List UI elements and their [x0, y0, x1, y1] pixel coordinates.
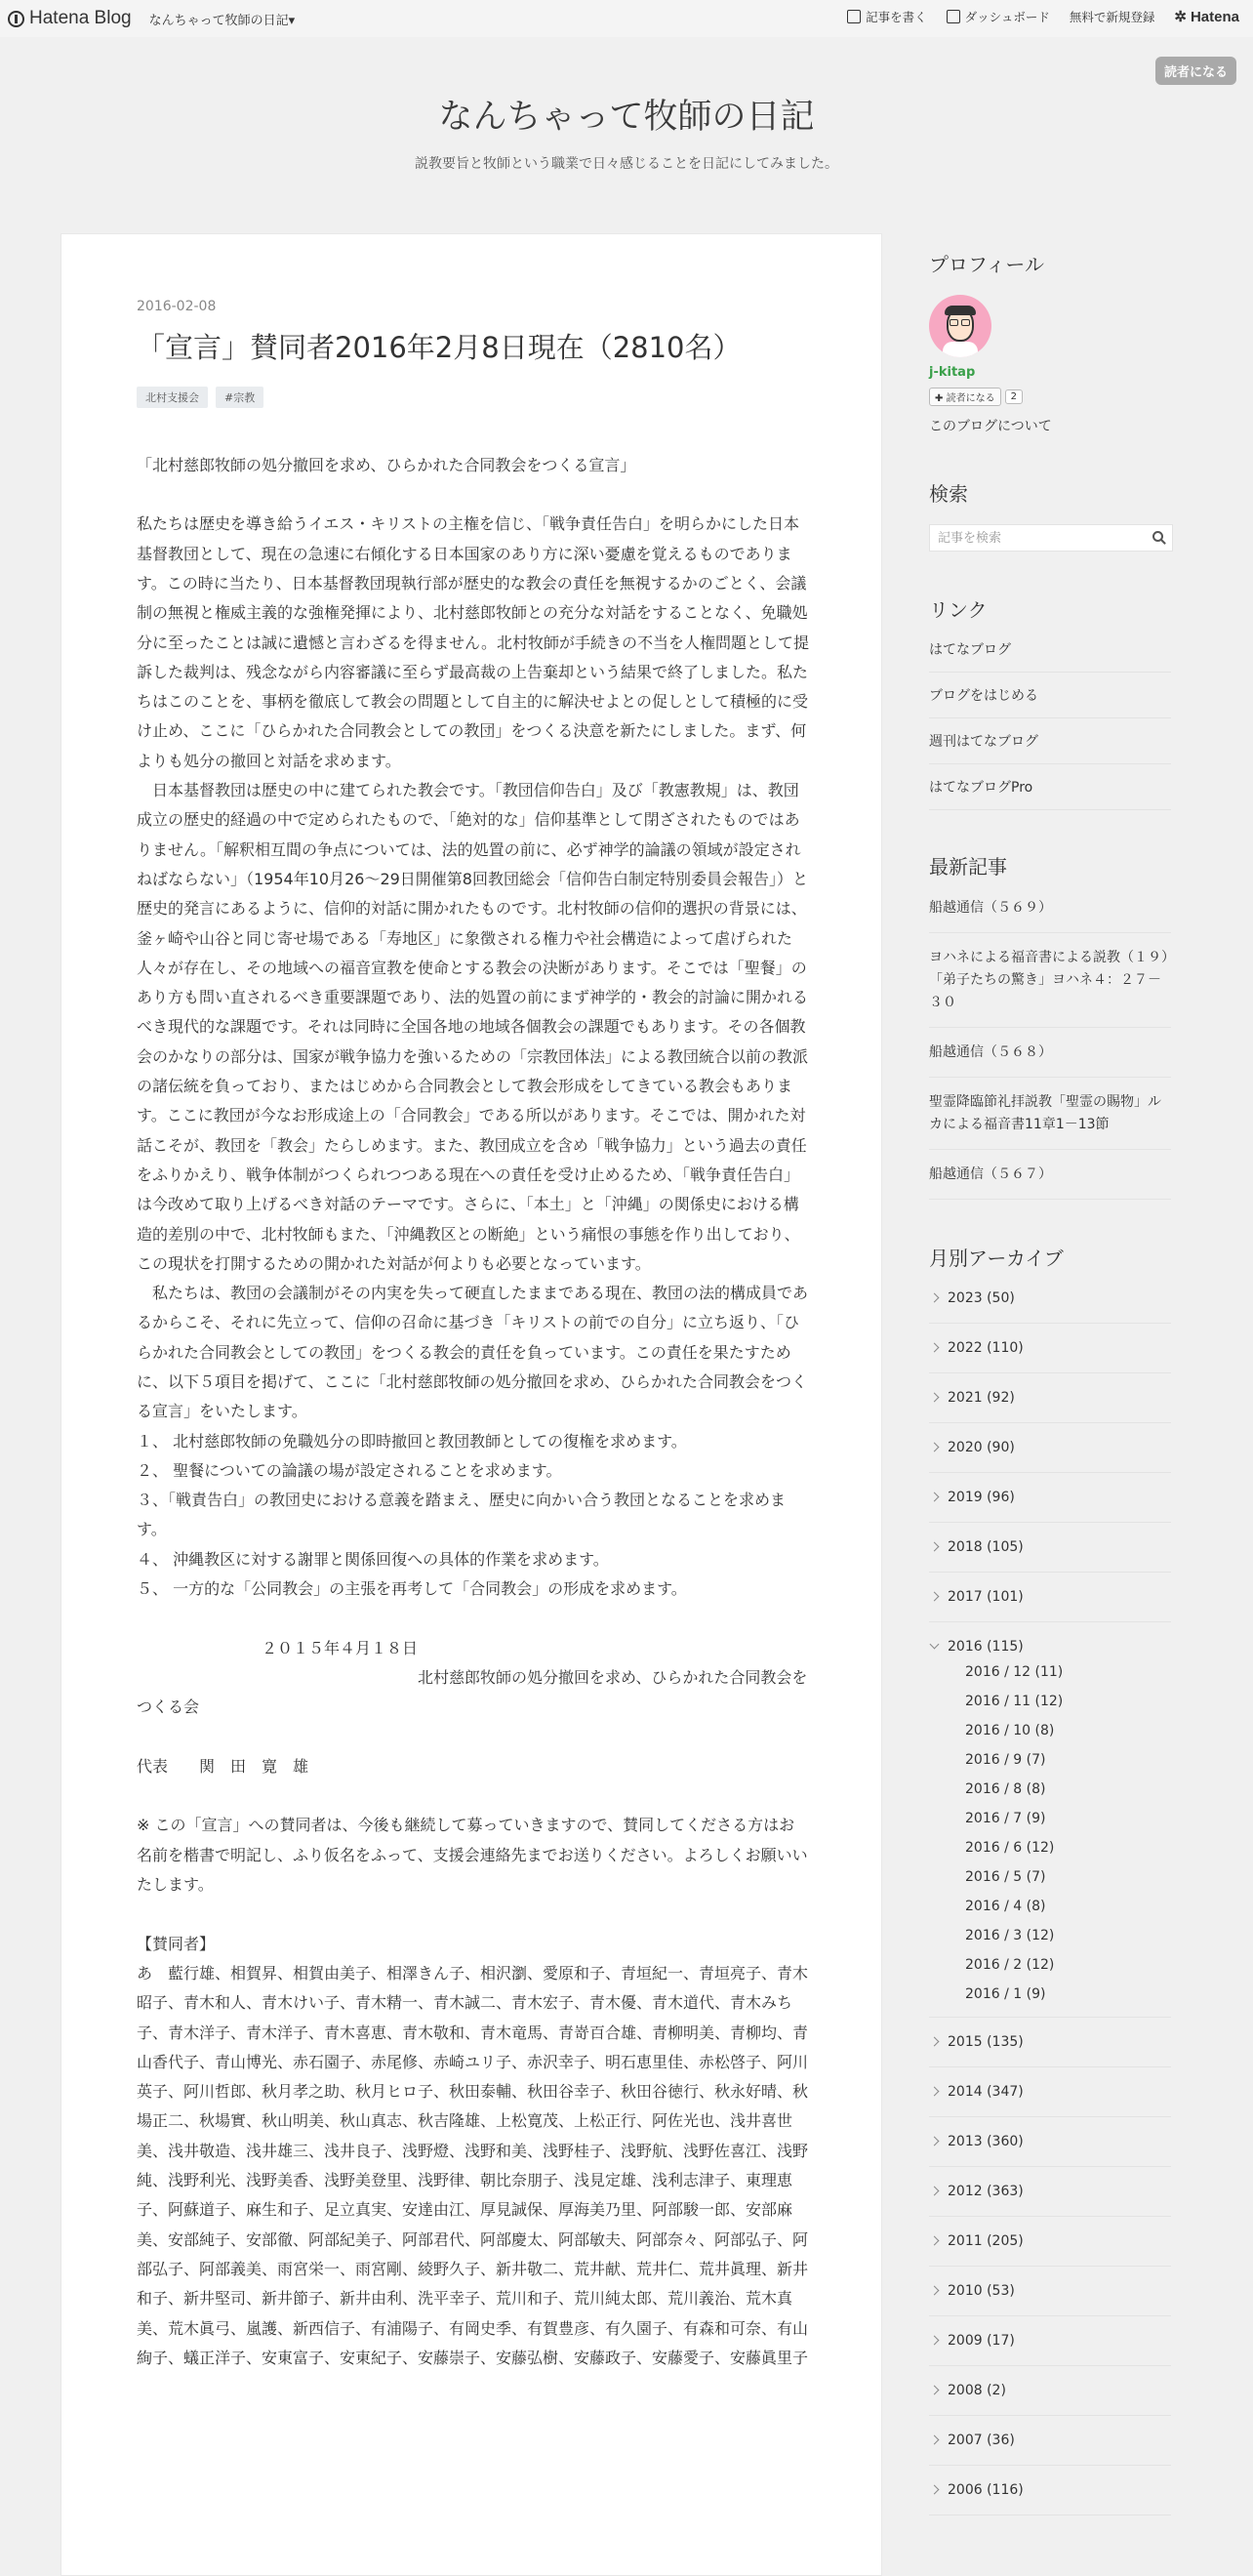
links-module: [929, 594, 1171, 810]
archive-year[interactable]: [929, 1324, 1171, 1373]
sidebar-link[interactable]: ブログをはじめる: [929, 673, 1171, 718]
archive-month-link[interactable]: 2016 / 5 (7): [965, 1869, 1046, 1885]
archive-year[interactable]: [929, 1373, 1171, 1423]
archive-year-label: 2018 (105): [948, 1539, 1024, 1555]
profile-title: プロフィール: [929, 253, 1044, 276]
sidebar-link[interactable]: はてなブログ: [929, 627, 1171, 673]
article-paragraph: ３、「戦責告白」の教団史における意義を踏まえ、歴史に向かい合う教団となることを求めます。: [137, 1491, 786, 1539]
chevron-right-icon[interactable]: [930, 2286, 940, 2296]
archive-year[interactable]: [929, 2167, 1171, 2217]
chevron-right-icon[interactable]: [930, 1492, 940, 1502]
archive-list: [929, 1274, 1171, 2515]
hatena-brand-label: Hatena: [1190, 8, 1239, 25]
subscribe-button[interactable]: 読者になる: [1155, 57, 1236, 85]
blank-line: [137, 1723, 810, 1752]
archive-months: [929, 1657, 1171, 2018]
follow-button-label: 読者になる: [946, 393, 995, 404]
archive-month-link[interactable]: 2016 / 11 (12): [965, 1694, 1064, 1709]
sidebar-link[interactable]: 週刊はてなブログ: [929, 718, 1171, 764]
article-date[interactable]: 2016-02-08: [137, 299, 217, 314]
sidebar-link[interactable]: はてなブログPro: [929, 764, 1171, 810]
archive-year[interactable]: [929, 1622, 1171, 1671]
article-paragraph: 代表 関 田 寛 雄: [137, 1756, 309, 1776]
archive-year-label: 2006 (116): [948, 2482, 1024, 2498]
links-title: リンク: [929, 598, 988, 622]
article-paragraph: ※ この「宣言」への賛同者は、今後も継続して募っていきますので、賛同してくださる方はお名前を楷書で明記し、ふり仮名をふって、支援会連絡先までお送りください。よろしくお願いいたします。: [137, 1816, 808, 1895]
sidebar: [929, 249, 1171, 2515]
article-paragraph: 北村慈郎牧師の処分撤回を求め、ひらかれた合同教会をつくる会: [137, 1667, 808, 1717]
follow-row: [929, 388, 1171, 406]
chevron-right-icon[interactable]: [930, 2336, 940, 2346]
archive-year-label: 2009 (17): [948, 2333, 1015, 2349]
article-title[interactable]: 「宣言」賛同者2016年2月8日現在（2810名）: [137, 331, 742, 364]
chevron-right-icon[interactable]: [930, 2435, 940, 2445]
chevron-right-icon[interactable]: [930, 2485, 940, 2495]
archive-year-label: 2017 (101): [948, 1589, 1024, 1605]
blank-line: [137, 480, 810, 510]
archive-module: [929, 1243, 1171, 2515]
recent-entry-link[interactable]: 船越通信（５６９）: [929, 883, 1171, 933]
article-paragraph: 私たちは、教団の会議制がその内実を失って硬直したままである現在、教団の法的構成員であるからこそ、それに先立って、信仰の召命に基づき「キリストの前での自分」に立ち返り、「ひらかれた合同教会としての教団」をつくる教会的責任を負っています。この責任を果たすために、以下５項目を掲げて、ここに「北村慈郎牧師の処分撤回を求め、ひらかれた合同教会をつくる宣言」をいたします。: [137, 1284, 809, 1421]
avatar-body-shape: [943, 342, 978, 357]
category-tag[interactable]: #宗教: [216, 387, 263, 408]
archive-year[interactable]: [929, 1423, 1171, 1473]
follower-count[interactable]: 2: [1005, 389, 1023, 404]
article-paragraph: 私たちは歴史を導き給うイエス・キリストの主権を信じ、「戦争責任告白」を明らかにした日本基督教団として、現在の急速に右傾化する日本国家のあり方に深い憂慮を覚えるものであります。この時に当たり、日本基督教団現執行部が歴史的な教会の責任を無視するかのごとく、会議制の無視と権威主義的な強権発揮により、北村慈郎牧師との充分な対話をすることなく、免職処分に至ったことは誠に遺憾と言わざるを得ません。北村牧師が手続きの不当を人権問題として提訴した裁判は、残念ながら内容審議に至らず最高裁の上告棄却という結果で終了しました。私たちはこのことを、事柄を徹底して教会の問題として自主的に解決せよとの促しとして積極的に受け止め、ここに「ひらかれた合同教会としての教団」をつくる決意を新たにしました。まず、何よりも処分の撤回と対話を求めます。: [137, 514, 809, 770]
archive-year-label: 2016 (115): [948, 1639, 1024, 1655]
recent-entry-link[interactable]: 船越通信（５６８）: [929, 1028, 1171, 1078]
archive-year[interactable]: [929, 2316, 1171, 2366]
article-paragraph: ４、 沖縄教区に対する謝罪と関係回復への具体的作業を求めます。: [137, 1549, 609, 1569]
dashboard-icon: [947, 10, 960, 23]
dashboard-label: ダッシュボード: [964, 10, 1050, 24]
hatena-star-icon: ✲: [1174, 9, 1187, 25]
search-title: 検索: [929, 482, 968, 506]
article-paragraph: １、 北村慈郎牧師の免職処分の即時撤回と教団教師としての復権を求めます。: [137, 1431, 687, 1451]
about-blog-link[interactable]: このブログについて: [929, 419, 1052, 434]
blank-line: [137, 1781, 810, 1811]
chevron-right-icon[interactable]: [930, 2236, 940, 2246]
avatar-glasses-left: [950, 319, 958, 326]
article-container: [61, 233, 882, 2576]
archive-year-label: 2011 (205): [948, 2233, 1024, 2249]
recent-entry-link[interactable]: 聖霊降臨節礼拝説教「聖霊の賜物」ルカによる福音書11章1－13節: [929, 1078, 1171, 1150]
archive-title: 月別アーカイブ: [929, 1247, 1064, 1270]
avatar[interactable]: [929, 295, 991, 357]
blank-line: [137, 1604, 810, 1633]
chevron-right-icon[interactable]: [930, 2187, 940, 2196]
article-paragraph: 日本基督教団は歴史の中に建てられた教会です。「教団信仰告白」及び「教憲教規」は、教団成立の歴史的経過の中で定められたもので、「絶対的な」信仰基準として閉ざされたものではありません。「解釈相互間の争点については、法的処置の前に、必ず神学的論議の領域が設定されねばならない」（1954年10月26～29日開催第8回教団総会「信仰告白制定特別委員会報告」）と歴史的発言にあるように、信仰的対話に開かれたものです。北村牧師の信仰的選択の背景には、釜ヶ崎や山谷と同じ寄せ場である「寿地区」に象徴される権力や社会構造によって虐げられた人々が存在し、その地域への福音宣教を使命とする教会の決断があります。そこでは「聖餐」のあり方も問い直されるべき重要課題であり、法的処置の前にまず神学的・教会的討論に開かれるべき現代的な課題です。それは同時に全国各地の地域各個教会の課題でもあります。その各個教会のかなりの部分は、国家が戦争協力を強いるための「宗教団体法」による教団統合以前の教派の諸伝統を負っており、またはじめから合同教会として教会形成をしてきている教会もあります。ここに教団が今なお形成途上の「合同教会」である所以があります。そこでは、開かれた対話こそが、教団を「教会」たらしめます。また、教団成立を含め「戦争協力」という過去の責任をふりかえり、戦争体制がつくられつつある現在への責任を受け止めるため、「戦争責任告白」は今改めて取り上げるべき対話のテーマです。さらに、「本土」と「沖縄」の関係史における構造的差別の中で、北村牧師もまた、「沖縄教区との断絶」という痛恨の事態を作り出しており、この現状を打開するための開かれた対話が何よりも必要となっています。: [137, 781, 809, 1273]
archive-month-link[interactable]: 2016 / 1 (9): [965, 1986, 1046, 2002]
archive-year-label: 2019 (96): [948, 1490, 1015, 1505]
recent-entry-link[interactable]: 船越通信（５６７）: [929, 1150, 1171, 1200]
archive-month-link[interactable]: 2016 / 2 (12): [965, 1957, 1055, 1973]
hatena-blog-logo[interactable]: [8, 8, 132, 29]
recent-module: [929, 851, 1171, 1200]
archive-year[interactable]: [929, 2366, 1171, 2416]
archive-year[interactable]: [929, 2466, 1171, 2515]
chevron-down-icon[interactable]: [930, 1640, 940, 1650]
archive-year-label: 2021 (92): [948, 1390, 1015, 1406]
article-body: [137, 451, 810, 2373]
archive-year-label: 2023 (50): [948, 1290, 1015, 1306]
chevron-right-icon[interactable]: [930, 2386, 940, 2395]
archive-year[interactable]: [929, 2217, 1171, 2267]
archive-year-label: 2020 (90): [948, 1440, 1015, 1455]
archive-month-link[interactable]: 2016 / 6 (12): [965, 1840, 1055, 1856]
archive-year[interactable]: [929, 2067, 1171, 2117]
recent-list: [929, 883, 1171, 1200]
archive-month-link[interactable]: 2016 / 10 (8): [965, 1723, 1055, 1738]
register-link[interactable]: 無料で新規登録: [1069, 10, 1155, 24]
profile-module: [929, 249, 1171, 435]
blog-menu-dropdown[interactable]: なんちゃって牧師の日記▾: [148, 13, 296, 28]
chevron-right-icon[interactable]: [930, 1343, 940, 1353]
chevron-right-icon[interactable]: [930, 1592, 940, 1602]
article-paragraph: ２、 聖餐についての論議の場が設定されることを求めます。: [137, 1460, 562, 1480]
archive-year[interactable]: [929, 2416, 1171, 2466]
article-paragraph: 「北村慈郎牧師の処分撤回を求め、ひらかれた合同教会をつくる宣言」: [137, 455, 636, 474]
search-module: [929, 478, 1171, 552]
follow-button[interactable]: [929, 388, 1001, 406]
chevron-right-icon[interactable]: [930, 2137, 940, 2147]
write-article-label: 記事を書く: [866, 10, 927, 24]
archive-month-link[interactable]: 2016 / 12 (11): [965, 1664, 1064, 1680]
archive-year[interactable]: [929, 1473, 1171, 1523]
archive-month-link[interactable]: 2016 / 8 (8): [965, 1781, 1046, 1797]
article-paragraph: ５、 一方的な「公同教会」の主張を再考して「合同教会」の形成を求めます。: [137, 1579, 687, 1599]
archive-month-link[interactable]: 2016 / 3 (12): [965, 1928, 1055, 1943]
archive-year[interactable]: [929, 1523, 1171, 1573]
write-article-button[interactable]: [847, 8, 927, 25]
article-paragraph: あ 藍行雄、相賀昇、相賀由美子、相澤きん子、相沢瀏、愛原和子、青垣紀一、青垣亮子、青木昭子、青木和人、青木けい子、青木精一、青木誠二、青木宏子、青木優、青木道代、青木みち子、青木洋子、青木洋子、青木喜恵、青木敬和、青木竜馬、青嵜百合雄、青柳明美、青柳均、青山香代子、青山博光、赤石園子、赤尾修、赤崎ユリ子、赤沢幸子、明石恵里佳、赤松啓子、阿川英子、阿川哲郎、秋月孝之助、秋月ヒロ子、秋田泰輔、秋田谷幸子、秋田谷徳行、秋永好晴、秋場正二、秋場實、秋山明美、秋山真志、秋吉隆雄、上松寛茂、上松正行、阿佐光也、浅井喜世美、浅井敬造、浅井雄三、浅井良子、浅野燈、浅野和美、浅野桂子、浅野航、浅野佐喜江、浅野純、浅野利光、浅野美香、浅野美登里、浅野律、朝比奈朋子、浅見定雄、浅利志津子、東理恵子、阿蘇道子、麻生和子、足立真実、安達由江、厚見誠保、厚海美乃里、阿部駿一郎、安部麻美、安部純子、安部徹、阿部紀美子、阿部君代、阿部慶太、阿部敏夫、阿部奈々、阿部弘子、阿部弘子、阿部義美、雨宮栄一、雨宮剛、綾野久子、新井敬二、荒井献、荒井仁、荒井眞理、新井和子、新井堅司、新井節子、新井由利、洗平幸子、荒川和子、荒川純太郎、荒川義治、荒木真美、荒木眞弓、嵐護、新西信子、有浦陽子、有岡史季、有賀豊彦、有久園子、有森和可奈、有山絢子、蟻正洋子、安東富子、安東紀子、安藤崇子、安藤弘樹、安藤政子、安藤愛子、安藤眞里子: [137, 1963, 809, 2367]
dashboard-link[interactable]: [947, 8, 1050, 25]
search-icon[interactable]: [1152, 531, 1163, 542]
article-paragraph: ２０１５年４月１８日: [137, 1638, 419, 1657]
links-list: [929, 627, 1171, 810]
chevron-right-icon[interactable]: [930, 1443, 940, 1452]
archive-year-label: 2007 (36): [948, 2433, 1015, 2448]
chevron-right-icon[interactable]: [930, 2037, 940, 2047]
pencil-icon: [847, 10, 861, 23]
archive-month-link[interactable]: 2016 / 7 (9): [965, 1811, 1046, 1826]
plus-icon: ✚: [935, 393, 944, 404]
article-categories: [137, 387, 810, 408]
avatar-glasses-right: [961, 319, 970, 326]
category-tag[interactable]: 北村支援会: [137, 387, 208, 408]
archive-year[interactable]: [929, 1573, 1171, 1622]
profile-username[interactable]: j-kitap: [929, 365, 976, 380]
chevron-right-icon[interactable]: [930, 1542, 940, 1552]
search-input[interactable]: [930, 525, 1151, 551]
archive-year-label: 2010 (53): [948, 2283, 1015, 2299]
recent-title: 最新記事: [929, 855, 1007, 879]
archive-month-link[interactable]: 2016 / 9 (7): [965, 1752, 1046, 1768]
global-header: [0, 0, 1253, 37]
archive-year[interactable]: [929, 2267, 1171, 2316]
chevron-right-icon[interactable]: [930, 1393, 940, 1403]
chevron-right-icon[interactable]: [930, 2087, 940, 2097]
recent-entry-link[interactable]: ヨハネによる福音書による説教（１９）「弟子たちの驚き」ヨハネ４：２７－３０: [929, 933, 1171, 1028]
blog-description: 説教要旨と牧師という職業で日々感じることを日記にしてみました。: [415, 156, 838, 172]
hatena-menu[interactable]: [1174, 8, 1239, 25]
archive-month-link[interactable]: 2016 / 4 (8): [965, 1899, 1046, 1914]
chevron-right-icon[interactable]: [930, 1293, 940, 1303]
archive-year-label: 2013 (360): [948, 2134, 1024, 2149]
hatena-blog-logo-text: Hatena Blog: [29, 8, 132, 28]
archive-year-label: 2012 (363): [948, 2184, 1024, 2199]
article-paragraph: 【賛同者】: [137, 1934, 216, 1953]
archive-year[interactable]: [929, 1274, 1171, 1324]
archive-year-label: 2015 (135): [948, 2034, 1024, 2050]
archive-year-label: 2022 (110): [948, 1340, 1024, 1356]
blank-line: [137, 1900, 810, 1929]
blog-title[interactable]: なんちゃって牧師の日記: [438, 98, 815, 137]
archive-year[interactable]: [929, 2018, 1171, 2067]
archive-year[interactable]: [929, 2117, 1171, 2167]
search-box: [929, 524, 1173, 552]
archive-year-label: 2008 (2): [948, 2383, 1006, 2398]
avatar-hair-shape: [945, 306, 976, 315]
archive-year-label: 2014 (347): [948, 2084, 1024, 2100]
hatena-logo-icon: [8, 11, 24, 27]
